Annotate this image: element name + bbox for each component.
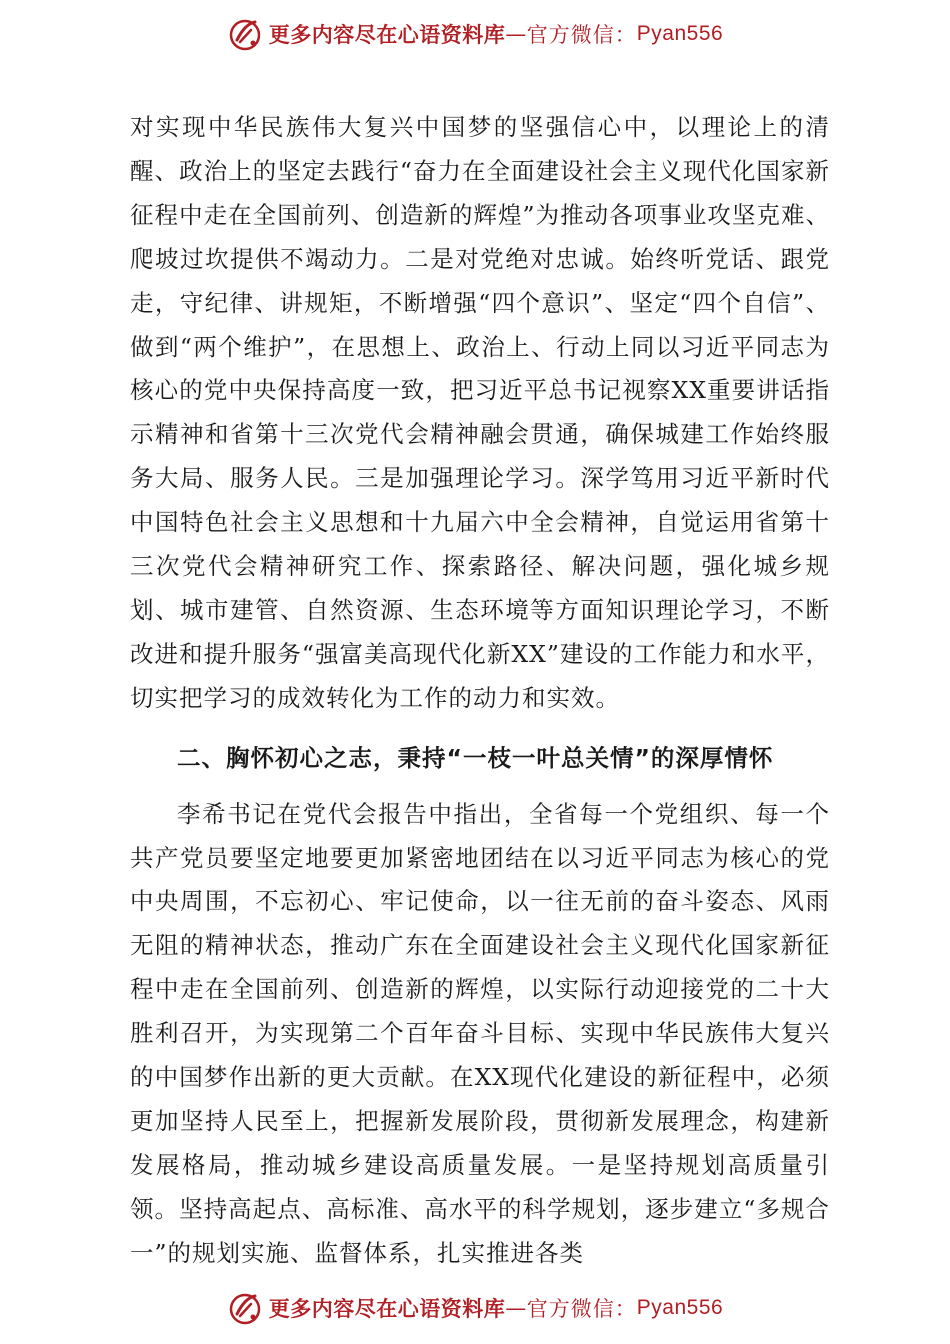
paragraph-1: 对实现中华民族伟大复兴中国梦的坚强信心中，以理论上的清醒、政治上的坚定去践行“奋力在全面建设社会主义现代化国家新征程中走在全国前列、创造新的辉煌”为推动各项事业攻坚克难、爬坡过坎提供不竭动力。二是对党绝对忠诚。始终听党话、跟党走，守纪律、讲规矩，不断增强“四个意识”、坚定“四个自信”、做到“两个维护”，在思想上、政治上、行动上同以习近平同志为核心的党中央保持高度一致，把习近平总书记视察XX重要讲话指示精神和省第十三次党代会精神融会贯通，确保城建工作始终服务大局、服务人民。三是加强理论学习。深学笃用习近平新时代中国特色社会主义思想和十九届六中全会精神，自觉运用省第十三次党代会精神研究工作、探索路径、解决问题，强化城乡规划、城市建管、自然资源、生态环境等方面知识理论学习，不断改进和提升服务“强富美高现代化新XX”建设的工作能力和水平，切实把学习的成效转化为工作的动力和实效。 — [130, 113, 830, 712]
paragraph-2: 李希书记在党代会报告中指出，全省每一个党组织、每一个共产党员要坚定地要更加紧密地团结在以习近平同志为核心的党中央周围，不忘初心、牢记使命，以一往无前的奋斗姿态、风雨无阻的精神状态，推动广东在全面建设社会主义现代化国家新征程中走在全国前列、创造新的辉煌，以实际行动迎接党的二十大胜利召开，为实现第二个百年奋斗目标、实现中华民族伟大复兴的中国梦作出新的更大贡献。在XX现代化建设的新征程中，必须更加坚持人民至上，把握新发展阶段，贯彻新发展理念，构建新发展格局，推动城乡建设高质量发展。一是坚持规划高质量引领。坚持高起点、高标准、高水平的科学规划，逐步建立“多规合一”的规划实施、监督体系，扎实推进各类 — [130, 799, 830, 1267]
section-heading: 二、胸怀初心之志，秉持“一枝一叶总关情”的深厚情怀 — [177, 743, 774, 772]
library-logo-icon — [227, 1290, 263, 1326]
watermark-account: Pyan556 — [636, 22, 724, 45]
watermark-brand: 更多内容尽在心语资料库 — [268, 23, 506, 47]
watermark-footer — [0, 1288, 950, 1328]
watermark-account: Pyan556 — [636, 1296, 724, 1319]
watermark-separator: — — [505, 22, 527, 46]
library-logo-icon — [227, 16, 263, 52]
watermark-separator: — — [505, 1296, 527, 1320]
watermark-brand: 更多内容尽在心语资料库 — [268, 1297, 506, 1321]
watermark-wechat-label: 官方微信： — [526, 23, 637, 47]
watermark-wechat-label: 官方微信： — [526, 1297, 637, 1321]
watermark-header — [0, 14, 950, 54]
document-body — [130, 106, 830, 1276]
